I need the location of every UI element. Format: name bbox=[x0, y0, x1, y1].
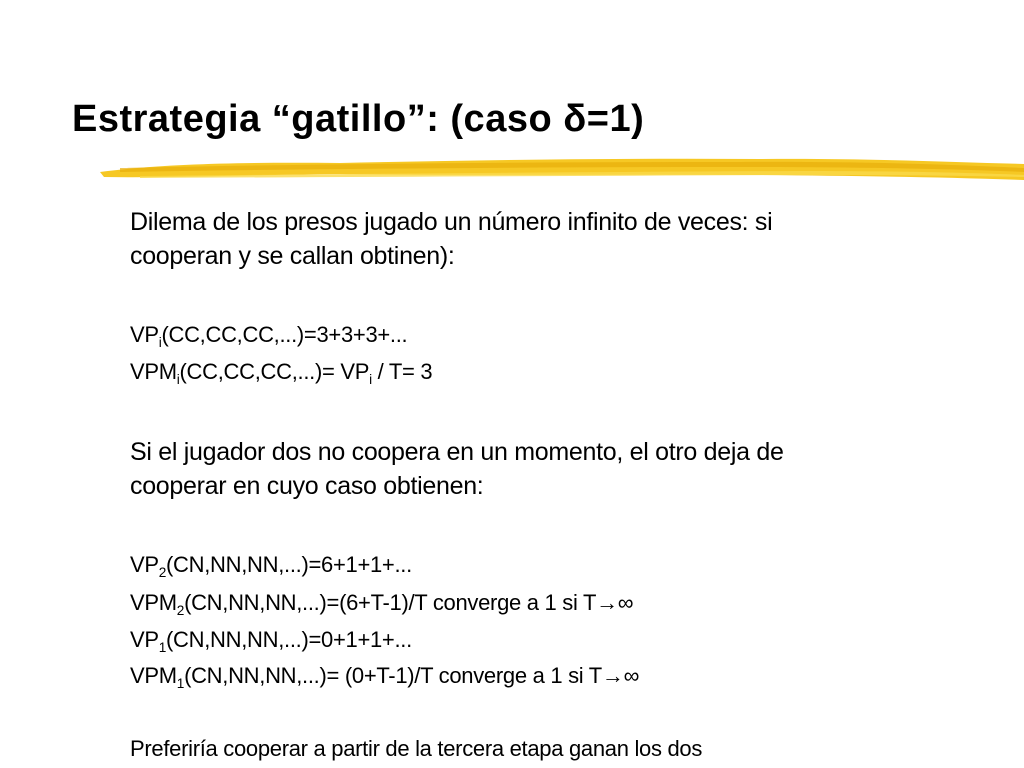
formula-vp-1 bbox=[130, 623, 412, 657]
title-underline-brush bbox=[100, 150, 1024, 186]
formula-vp-i-subscript: i bbox=[158, 334, 162, 350]
formula-vp-2-subscript: 2 bbox=[158, 564, 167, 580]
formula-vpm-i-result: / T= 3 bbox=[371, 359, 433, 384]
formula-vpm-1-name: VPM bbox=[130, 663, 177, 688]
formula-vpm-i-subscript: i bbox=[176, 371, 180, 387]
formula-vpm-i-expression: (CC,CC,CC,...)= VP bbox=[179, 359, 370, 384]
formula-vpm-i bbox=[130, 355, 432, 389]
formula-vp-1-expression: (CN,NN,NN,...)=0+1+1+... bbox=[166, 627, 412, 652]
formula-vpm-i-vp-subscript: i bbox=[369, 371, 372, 387]
formula-vp-2 bbox=[130, 548, 412, 582]
formula-vp-i bbox=[130, 318, 407, 352]
formula-vpm-2-subscript: 2 bbox=[176, 602, 185, 618]
paragraph1-line1: Dilema de los presos jugado un número infinito de veces: si bbox=[130, 208, 773, 236]
formula-vpm-2-expression: (CN,NN,NN,...)=(6+T-1)/T converge a 1 si T→∞ bbox=[184, 590, 634, 615]
paragraph2-line2: cooperar en cuyo caso obtienen: bbox=[130, 472, 484, 500]
formula-vpm-2-name: VPM bbox=[130, 590, 177, 615]
formula-vpm-1-subscript: 1 bbox=[176, 675, 185, 691]
paragraph2-line1: Si el jugador dos no coopera en un momento, el otro deja de bbox=[130, 438, 784, 466]
formula-vp-i-name: VP bbox=[130, 322, 159, 347]
formula-vp-2-name: VP bbox=[130, 552, 159, 577]
conclusion-text: Preferiría cooperar a partir de la tercera etapa ganan los dos bbox=[130, 736, 703, 761]
formula-vpm-1 bbox=[130, 659, 639, 693]
formula-vpm-1-expression: (CN,NN,NN,...)= (0+T-1)/T converge a 1 si T→∞ bbox=[184, 663, 639, 688]
formula-vpm-i-name: VPM bbox=[130, 359, 177, 384]
paragraph1-line2: cooperan y se callan obtinen): bbox=[130, 242, 455, 270]
formula-vp-1-name: VP bbox=[130, 627, 159, 652]
formula-vpm-2 bbox=[130, 586, 633, 620]
formula-vp-i-expression: (CC,CC,CC,...)=3+3+3+... bbox=[161, 322, 408, 347]
formula-vp-1-subscript: 1 bbox=[158, 639, 167, 655]
slide-title: Estrategia “gatillo”: (caso δ=1) bbox=[72, 98, 645, 140]
formula-vp-2-expression: (CN,NN,NN,...)=6+1+1+... bbox=[166, 552, 412, 577]
